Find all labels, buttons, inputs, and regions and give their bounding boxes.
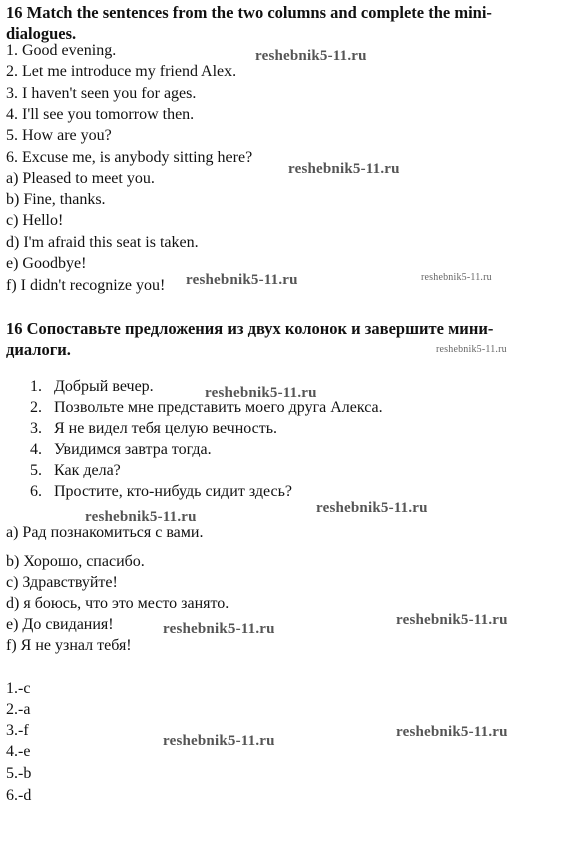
watermark: reshebnik5-11.ru — [288, 161, 400, 177]
english-response-b: b) Fine, thanks. — [6, 191, 106, 208]
watermark: reshebnik5-11.ru — [436, 344, 507, 355]
watermark: reshebnik5-11.ru — [163, 621, 275, 637]
russian-sentence-text: Как дела? — [54, 462, 121, 479]
watermark: reshebnik5-11.ru — [85, 509, 197, 525]
english-response-d: d) I'm afraid this seat is taken. — [6, 234, 199, 251]
russian-sentence-5 — [30, 461, 121, 481]
russian-sentence-number: 5. — [30, 462, 42, 479]
russian-sentence-4 — [30, 440, 212, 460]
watermark: reshebnik5-11.ru — [421, 272, 492, 283]
russian-sentence-text: Увидимся завтра тогда. — [54, 441, 212, 458]
english-response-f: f) I didn't recognize you! — [6, 277, 166, 294]
english-sentence-3: 3. I haven't seen you for ages. — [6, 85, 197, 102]
answer-5: 5.-b — [6, 765, 32, 782]
english-sentence-4: 4. I'll see you tomorrow then. — [6, 106, 195, 123]
english-task-title: 16 Match the sentences from the two columns and complete the mini-dialogues. — [6, 3, 492, 43]
english-sentence-1: 1. Good evening. — [6, 42, 117, 59]
russian-response-e: e) До свидания! — [6, 616, 114, 633]
watermark: reshebnik5-11.ru — [205, 385, 317, 401]
answer-1: 1.-c — [6, 680, 31, 697]
english-sentence-2: 2. Let me introduce my friend Alex. — [6, 63, 237, 80]
russian-sentence-number: 6. — [30, 483, 42, 500]
answer-3: 3.-f — [6, 722, 29, 739]
english-sentence-5: 5. How are you? — [6, 127, 112, 144]
russian-response-d: d) я боюсь, что это место занято. — [6, 595, 230, 612]
russian-response-f: f) Я не узнал тебя! — [6, 637, 132, 654]
russian-sentence-text: Добрый вечер. — [54, 378, 154, 395]
russian-response-a: a) Рад познакомиться с вами. — [6, 524, 204, 541]
russian-response-b: b) Хорошо, спасибо. — [6, 553, 145, 570]
english-response-c: c) Hello! — [6, 212, 64, 229]
answer-6: 6.-d — [6, 787, 32, 804]
russian-response-c: c) Здравствуйте! — [6, 574, 118, 591]
english-sentence-6: 6. Excuse me, is anybody sitting here? — [6, 149, 253, 166]
english-response-e: e) Goodbye! — [6, 255, 87, 272]
watermark: reshebnik5-11.ru — [255, 48, 367, 64]
russian-sentence-text: Я не видел тебя целую вечность. — [54, 420, 278, 437]
watermark: reshebnik5-11.ru — [396, 612, 508, 628]
russian-sentence-1 — [30, 377, 154, 397]
watermark: reshebnik5-11.ru — [186, 272, 298, 288]
russian-task-title: 16 Сопоставьте предложения из двух колонок и завершите мини-диалоги. — [6, 319, 494, 359]
watermark: reshebnik5-11.ru — [163, 733, 275, 749]
russian-sentence-text: Позвольте мне представить моего друга Алекса. — [54, 399, 383, 416]
russian-sentence-number: 2. — [30, 399, 42, 416]
russian-sentence-text: Простите, кто-нибудь сидит здесь? — [54, 483, 292, 500]
russian-sentence-number: 1. — [30, 378, 42, 395]
russian-sentence-3 — [30, 419, 277, 439]
english-response-a: a) Pleased to meet you. — [6, 170, 155, 187]
russian-sentence-number: 4. — [30, 441, 42, 458]
russian-sentence-6 — [30, 482, 292, 502]
watermark: reshebnik5-11.ru — [396, 724, 508, 740]
answer-2: 2.-a — [6, 701, 31, 718]
answer-4: 4.-e — [6, 743, 31, 760]
watermark: reshebnik5-11.ru — [316, 500, 428, 516]
russian-sentence-number: 3. — [30, 420, 42, 437]
